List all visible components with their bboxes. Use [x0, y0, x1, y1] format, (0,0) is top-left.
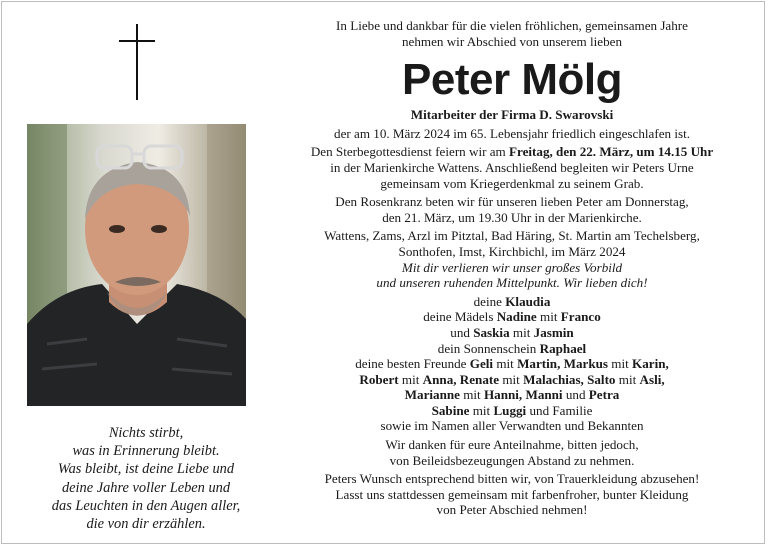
mourner-line: dein Sonnenschein Raphael [437, 340, 587, 356]
poem [8, 424, 284, 533]
funeral-line: gemeinsam vom Kriegerdenkmal zu seinem Grab. [380, 175, 644, 191]
portrait-photo [27, 124, 246, 406]
places-line: Sonthofen, Imst, Kirchbichl, im März 2024 [398, 243, 626, 259]
deceased-name: Peter Mölg [402, 55, 622, 105]
header-line: nehmen wir Abschied von unserem lieben [402, 33, 622, 49]
rosary-line: Den Rosenkranz beten wir für unseren lieben Peter am Donnerstag, [335, 194, 689, 210]
mourner-line: und Saskia mit Jasmin [450, 324, 574, 340]
wish-line: Peters Wunsch entsprechend bitten wir, von Trauerkleidung abzusehen! [324, 471, 700, 487]
mourner-line: sowie im Namen aller Verwandten und Bekannten [380, 418, 644, 434]
poem-line: was in Erinnerung bleibt. [72, 443, 220, 460]
motto-line: und unseren ruhenden Mittelpunkt. Wir lieben dich! [376, 275, 648, 291]
mourner-line: deine Mädels Nadine mit Franco [423, 309, 601, 325]
poem-line: die von dir erzählen. [86, 516, 206, 533]
thanks-line: von Beileidsbezeugungen Abstand zu nehmen. [389, 452, 635, 468]
notice-text [262, 18, 762, 518]
mourner-line: Marianne mit Hanni, Manni und Petra [404, 387, 620, 403]
passing-line: der am 10. März 2024 im 65. Lebensjahr friedlich eingeschlafen ist. [334, 125, 690, 141]
mourner-line: deine besten Freunde Geli mit Martin, Markus mit Karin, [355, 356, 669, 372]
wish-line: von Peter Abschied nehmen! [436, 502, 588, 518]
mourner-line: Robert mit Anna, Renate mit Malachias, Salto mit Asli, [359, 371, 665, 387]
mourner-line: deine Klaudia [473, 293, 551, 309]
thanks-line: Wir danken für eure Anteilnahme, bitten jedoch, [385, 437, 639, 453]
funeral-line: Den Sterbegottesdienst feiern wir am Freitag, den 22. März, um 14.15 Uhr [310, 144, 714, 160]
poem-line: das Leuchten in den Augen aller, [51, 497, 241, 514]
wish-line: Lasst uns stattdessen gemeinsam mit farbenfroher, bunter Kleidung [335, 486, 689, 502]
places-line: Wattens, Zams, Arzl im Pitztal, Bad Häring, St. Martin am Techelsberg, [324, 228, 700, 244]
rosary-line: den 21. März, um 19.30 Uhr in der Marienkirche. [382, 209, 642, 225]
poem-line: Nichts stirbt, [108, 425, 184, 441]
poem-line: deine Jahre voller Leben und [61, 479, 231, 496]
cross-icon [119, 24, 155, 100]
subtitle: Mitarbeiter der Firma D. Swarovski [410, 107, 614, 123]
motto-line: Mit dir verlieren wir unser großes Vorbild [401, 259, 623, 275]
funeral-line: in der Marienkirche Wattens. Anschließend begleiten wir Peters Urne [330, 159, 694, 175]
mourner-line: Sabine mit Luggi und Familie [431, 402, 593, 418]
header-line: In Liebe und dankbar für die vielen fröhlichen, gemeinsamen Jahre [336, 18, 688, 33]
poem-line: Was bleibt, ist deine Liebe und [57, 461, 235, 478]
